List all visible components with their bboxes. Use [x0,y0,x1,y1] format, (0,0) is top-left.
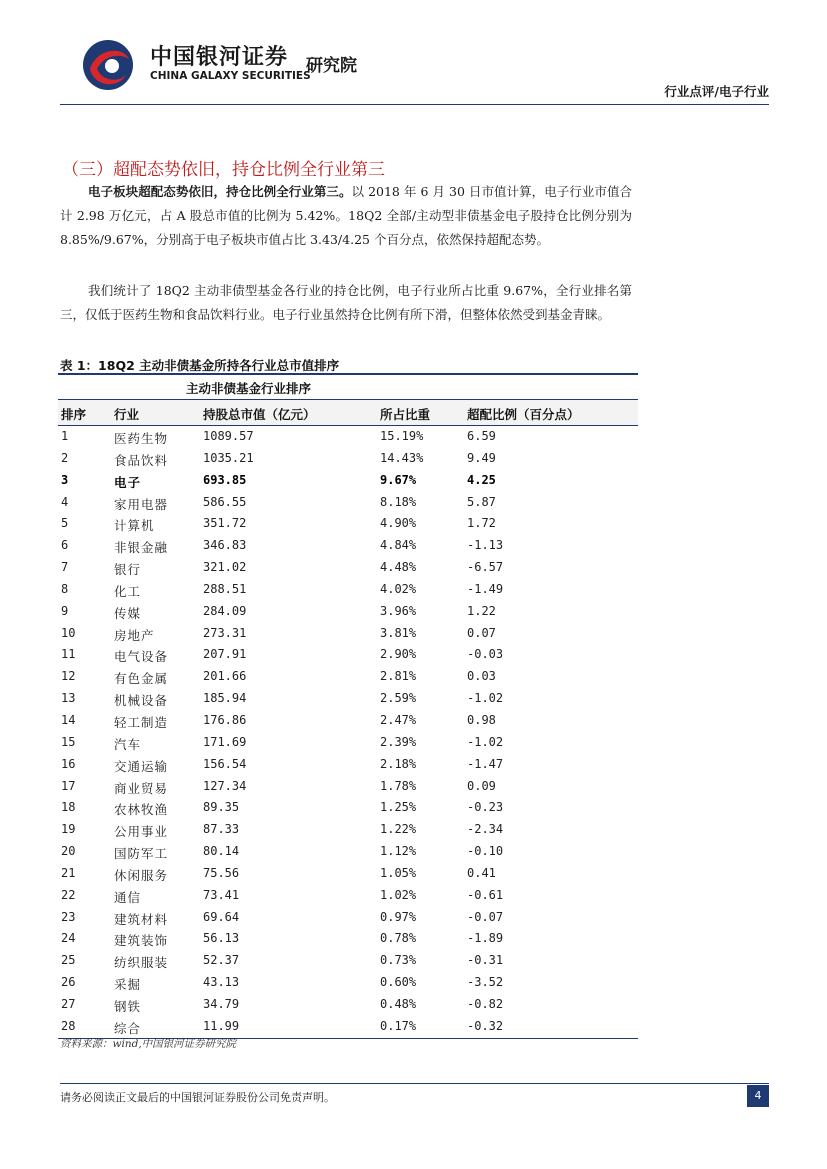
table-row [58,579,638,601]
cell-overweight: 1.72 [467,516,496,531]
logo-english-name: CHINA GALAXY SECURITIES [150,70,311,82]
cell-weight: 15.19% [380,429,424,443]
table-row [58,513,638,535]
table-row [58,666,638,688]
cell-market-value: 693.85 [203,472,247,487]
table-row [58,972,638,994]
cell-weight: 2.81% [380,669,417,684]
table-row [58,1016,638,1038]
cell-weight: 0.60% [380,975,417,990]
cell-market-value: 176.86 [203,712,247,727]
cell-rank: 26 [61,975,76,990]
cell-overweight: 1.22 [467,603,496,618]
table-row [58,994,638,1016]
cell-weight: 8.18% [380,494,417,509]
cell-market-value: 351.72 [203,516,247,531]
cell-rank: 15 [61,734,76,749]
footer-disclaimer: 请务必阅读正文最后的中国银河证券股份公司免责声明。 [60,1091,335,1104]
table-row [58,819,638,841]
cell-market-value: 89.35 [203,800,240,815]
cell-market-value: 87.33 [203,822,240,837]
cell-market-value: 201.66 [203,669,247,684]
cell-market-value: 75.56 [203,865,240,880]
cell-overweight: -3.52 [467,975,504,990]
cell-weight: 4.02% [380,581,417,596]
paragraph-1-lead: 电子板块超配态势依旧，持仓比例全行业第三。 [88,184,352,199]
cell-market-value: 56.13 [203,931,240,946]
cell-industry: 机械设备 [114,693,169,709]
cell-market-value: 1089.57 [203,429,254,443]
cell-rank: 14 [61,712,76,727]
cell-rank: 1 [61,429,69,443]
cell-weight: 2.59% [380,691,417,706]
cell-weight: 1.22% [380,822,417,837]
cell-industry: 公用事业 [114,824,169,840]
cell-industry: 房地产 [114,627,155,643]
cell-market-value: 284.09 [203,603,247,618]
cell-rank: 6 [61,538,69,553]
cell-industry: 综合 [114,1020,142,1036]
paragraph-1 [60,180,632,252]
paragraph-1-body: 以 2018 年 6 月 30 日市值计算，电子行业市值合计 2.98 万亿元，占 A 股总市值的比例为 5.42%。18Q2 全部/主动型非债基金电子股持仓比例分别为 8.85%/9.67%，分别高于电子板块市值占比 3.43/4.25 个百分点，依然保持超配态势。 [60,184,632,247]
cell-rank: 20 [61,844,76,859]
cell-weight: 0.48% [380,996,417,1011]
cell-industry: 采掘 [114,977,142,993]
cell-rank: 16 [61,756,76,771]
cell-overweight: -0.61 [467,887,504,902]
table-body [58,426,638,1038]
cell-overweight: 0.03 [467,669,496,684]
cell-rank: 10 [61,625,76,640]
table-super-header [58,375,638,400]
cell-overweight: -1.89 [467,931,504,946]
cell-weight: 4.90% [380,516,417,531]
table-row [58,863,638,885]
cell-overweight: -0.03 [467,647,504,662]
cell-industry: 建筑装饰 [114,933,169,949]
cell-weight: 2.47% [380,712,417,727]
cell-weight: 3.81% [380,625,417,640]
cell-industry: 化工 [114,583,142,599]
cell-overweight: 0.07 [467,625,496,640]
table-row [58,776,638,798]
column-header-weight: 所占比重 [380,407,431,422]
cell-weight: 2.39% [380,734,417,749]
cell-rank: 13 [61,691,76,706]
table-row [58,623,638,645]
cell-overweight: 6.59 [467,429,496,443]
cell-rank: 18 [61,800,76,815]
company-logo [68,33,386,91]
cell-rank: 7 [61,560,69,575]
cell-weight: 14.43% [380,450,424,465]
cell-weight: 0.73% [380,953,417,968]
cell-overweight: -1.02 [467,734,504,749]
table-row [58,841,638,863]
cell-rank: 23 [61,909,76,924]
cell-industry: 轻工制造 [114,714,169,730]
cell-overweight: 5.87 [467,494,496,509]
table-row [58,950,638,972]
cell-overweight: -1.49 [467,581,504,596]
cell-overweight: 9.49 [467,450,496,465]
cell-weight: 3.96% [380,603,417,618]
cell-weight: 4.48% [380,560,417,575]
table-row [58,732,638,754]
cell-market-value: 73.41 [203,887,240,902]
table-row [58,492,638,514]
cell-industry: 医药生物 [114,431,169,446]
cell-rank: 17 [61,778,76,793]
galaxy-logo-icon [82,39,134,91]
logo-chinese-name: 中国银河证券 [150,45,289,70]
table-row [58,535,638,557]
cell-rank: 24 [61,931,76,946]
cell-market-value: 586.55 [203,494,247,509]
cell-market-value: 346.83 [203,538,247,553]
cell-industry: 银行 [114,562,142,578]
cell-market-value: 43.13 [203,975,240,990]
cell-rank: 12 [61,669,76,684]
cell-overweight: -0.82 [467,996,504,1011]
column-header-overweight: 超配比例（百分点） [467,407,580,422]
cell-market-value: 321.02 [203,560,247,575]
cell-weight: 0.97% [380,909,417,924]
cell-overweight: 4.25 [467,472,496,487]
cell-overweight: 0.09 [467,778,496,793]
cell-industry: 纺织服装 [114,955,169,971]
cell-rank: 28 [61,1018,76,1033]
cell-industry: 汽车 [114,736,142,752]
cell-overweight: -0.32 [467,1018,504,1033]
cell-weight: 9.67% [380,472,417,487]
cell-rank: 11 [61,647,76,662]
cell-rank: 3 [61,472,69,487]
cell-rank: 9 [61,603,69,618]
cell-industry: 农林牧渔 [114,802,169,818]
cell-overweight: -0.31 [467,953,504,968]
cell-weight: 1.12% [380,844,417,859]
cell-rank: 25 [61,953,76,968]
table-row [58,644,638,666]
cell-weight: 1.25% [380,800,417,815]
cell-industry: 钢铁 [114,998,142,1014]
cell-market-value: 69.64 [203,909,240,924]
cell-overweight: -1.47 [467,756,504,771]
table-source: 资料来源：wind,中国银河证券研究院 [60,1038,237,1050]
cell-overweight: -0.07 [467,909,504,924]
header-divider [60,104,769,105]
cell-weight: 2.90% [380,647,417,662]
table-row [58,601,638,623]
cell-overweight: -0.10 [467,844,504,859]
cell-industry: 休闲服务 [114,867,169,883]
cell-industry: 交通运输 [114,758,169,774]
cell-market-value: 185.94 [203,691,247,706]
cell-market-value: 11.99 [203,1018,240,1033]
cell-weight: 1.02% [380,887,417,902]
table-row [58,907,638,929]
cell-rank: 5 [61,516,69,531]
ranking-table [58,373,638,1039]
cell-industry: 电气设备 [114,649,169,665]
cell-rank: 22 [61,887,76,902]
cell-market-value: 52.37 [203,953,240,968]
table-row [58,688,638,710]
cell-overweight: -6.57 [467,560,504,575]
cell-weight: 1.05% [380,865,417,880]
column-header-industry: 行业 [114,407,140,422]
paragraph-2: 我们统计了 18Q2 主动非债型基金各行业的持仓比例，电子行业所占比重 9.67%，全行业排名第三，仅低于医药生物和食品饮料行业。电子行业虽然持仓比例有所下滑，但整体依然受到基金青睐。 [60,283,632,322]
cell-market-value: 34.79 [203,996,240,1011]
table-row [58,470,638,492]
section-title: （三）超配态势依旧，持仓比例全行业第三 [62,160,385,180]
cell-rank: 27 [61,996,76,1011]
cell-market-value: 207.91 [203,647,247,662]
cell-overweight: 0.98 [467,712,496,727]
cell-overweight: -1.13 [467,538,504,553]
cell-weight: 1.78% [380,778,417,793]
cell-market-value: 80.14 [203,844,240,859]
page-number: 4 [747,1085,769,1107]
table-row [58,885,638,907]
footer-divider [60,1083,769,1084]
cell-market-value: 1035.21 [203,450,254,465]
table-column-header [58,400,638,426]
super-header-label: 主动非债基金行业排序 [186,381,312,396]
logo-institute: 研究院 [306,56,357,76]
table-row [58,448,638,470]
cell-market-value: 273.31 [203,625,247,640]
cell-weight: 0.17% [380,1018,417,1033]
cell-industry: 家用电器 [114,496,169,512]
table-row [58,928,638,950]
cell-industry: 电子 [114,474,142,490]
cell-weight: 2.18% [380,756,417,771]
table-row [58,710,638,732]
cell-rank: 2 [61,450,69,465]
cell-industry: 食品饮料 [114,452,169,468]
cell-overweight: -2.34 [467,822,504,837]
cell-market-value: 288.51 [203,581,247,596]
cell-industry: 国防军工 [114,846,169,862]
column-header-market-value: 持股总市值（亿元） [203,407,316,422]
report-category: 行业点评/电子行业 [664,84,769,99]
cell-industry: 商业贸易 [114,780,169,796]
cell-industry: 有色金属 [114,671,169,687]
cell-weight: 4.84% [380,538,417,553]
cell-industry: 传媒 [114,605,142,621]
cell-overweight: -1.02 [467,691,504,706]
cell-industry: 非银金融 [114,540,169,556]
cell-overweight: -0.23 [467,800,504,815]
cell-overweight: 0.41 [467,865,496,880]
cell-industry: 通信 [114,889,142,905]
cell-weight: 0.78% [380,931,417,946]
column-header-rank: 排序 [61,407,87,422]
cell-market-value: 156.54 [203,756,247,771]
cell-rank: 19 [61,822,76,837]
table-row [58,797,638,819]
cell-rank: 21 [61,865,76,880]
table-title: 表 1：18Q2 主动非债基金所持各行业总市值排序 [60,358,340,373]
table-row [58,426,638,448]
cell-market-value: 171.69 [203,734,247,749]
cell-market-value: 127.34 [203,778,247,793]
cell-rank: 4 [61,494,69,509]
table-row [58,557,638,579]
cell-rank: 8 [61,581,69,596]
table-row [58,754,638,776]
cell-industry: 计算机 [114,518,155,534]
cell-industry: 建筑材料 [114,911,169,927]
